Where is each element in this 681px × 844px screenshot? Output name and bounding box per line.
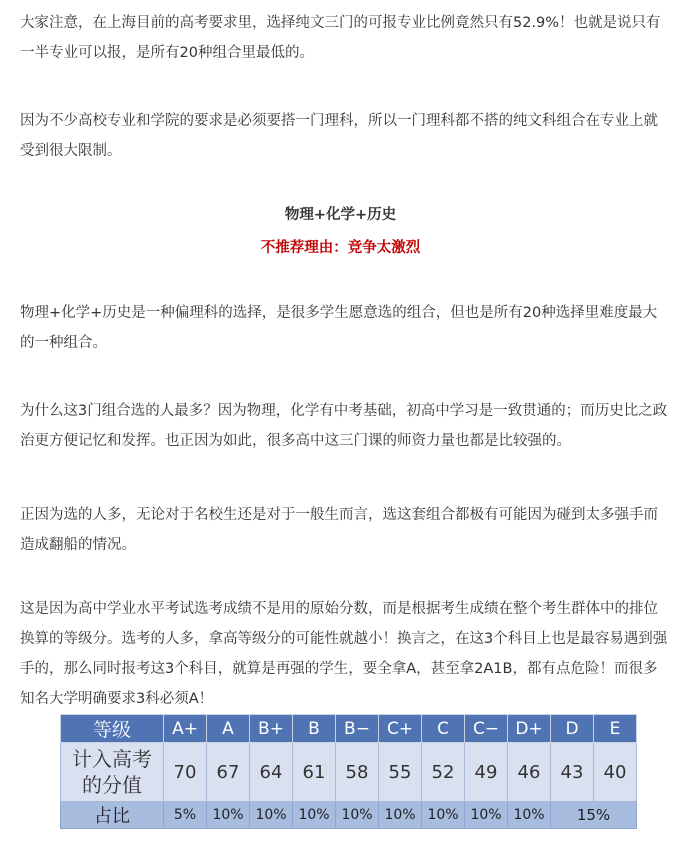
ratio-row-label: 占比 <box>61 802 164 829</box>
ratio-cell: 10% <box>508 802 551 829</box>
ratio-cell: 10% <box>250 802 293 829</box>
paragraph-competition: 正因为选的人多，无论对于名校生还是对于一般生而言，选这套组合都极有可能因为碰到太多强手而造成翻船的情况。 <box>20 507 658 553</box>
score-cell: 55 <box>379 743 422 802</box>
combo-reason: 不推荐理由：竞争太激烈 <box>260 240 421 256</box>
score-row <box>61 743 637 802</box>
score-cell: 49 <box>465 743 508 802</box>
ratio-cell-last: 15% <box>551 802 637 829</box>
ratio-cell: 5% <box>164 802 207 829</box>
grade-cell: C <box>422 715 465 743</box>
grade-cell: A <box>207 715 250 743</box>
score-cell: 61 <box>293 743 336 802</box>
grade-cell: B <box>293 715 336 743</box>
grade-cell: C+ <box>379 715 422 743</box>
score-cell: 43 <box>551 743 594 802</box>
score-cell: 58 <box>336 743 379 802</box>
paragraph-why-popular: 为什么这3门组合选的人最多？因为物理，化学有中考基础，初高中学习是一致贯通的；而历史比之政治更方便记忆和发挥。也正因为如此，很多高中这三门课的师资力量也都是比较强的。 <box>20 403 668 449</box>
grade-cell: D <box>551 715 594 743</box>
grade-row-label: 等级 <box>61 715 164 743</box>
paragraph-intro: 大家注意，在上海目前的高考要求里，选择纯文三门的可报专业比例竟然只有52.9%！也就是说只有一半专业可以报，是所有20种组合里最低的。 <box>20 15 661 61</box>
score-cell: 70 <box>164 743 207 802</box>
grade-score-table <box>60 714 637 829</box>
ratio-row <box>61 802 637 829</box>
score-cell: 64 <box>250 743 293 802</box>
paragraph-combo-description: 物理+化学+历史是一种偏理科的选择，是很多学生愿意选的组合，但也是所有20种选择里难度最大的一种组合。 <box>20 305 658 351</box>
grade-row <box>61 715 637 743</box>
ratio-cell: 10% <box>465 802 508 829</box>
grade-cell: C− <box>465 715 508 743</box>
score-label-line1: 计入高考 <box>72 747 152 771</box>
ratio-cell: 10% <box>422 802 465 829</box>
grade-cell: D+ <box>508 715 551 743</box>
paragraph-liberal-arts-limit: 因为不少高校专业和学院的要求是必须要搭一门理科，所以一门理科都不搭的纯文科组合在专业上就受到很大限制。 <box>20 113 658 159</box>
ratio-cell: 10% <box>336 802 379 829</box>
grade-cell: B− <box>336 715 379 743</box>
combo-title: 物理+化学+历史 <box>284 207 397 223</box>
paragraph-grade-conversion: 这是因为高中学业水平考试选考成绩不是用的原始分数，而是根据考生成绩在整个考生群体中的排位换算的等级分。选考的人多，拿高等级分的可能性就越小！换言之，在这3个科目上也是最容易遇到强手的，那么同时报考这3个科目，就算是再强的学生，要全拿A，甚至拿2A1B，都有点危险！而很多知名大学明确要求3科必须A！ <box>20 601 668 707</box>
grade-cell: A+ <box>164 715 207 743</box>
grade-cell: B+ <box>250 715 293 743</box>
score-cell: 52 <box>422 743 465 802</box>
score-cell: 40 <box>594 743 637 802</box>
ratio-cell: 10% <box>379 802 422 829</box>
grade-cell: E <box>594 715 637 743</box>
score-cell: 67 <box>207 743 250 802</box>
ratio-cell: 10% <box>207 802 250 829</box>
score-row-label <box>61 743 164 802</box>
ratio-cell: 10% <box>293 802 336 829</box>
score-label-line2: 的分值 <box>82 773 142 797</box>
score-cell: 46 <box>508 743 551 802</box>
